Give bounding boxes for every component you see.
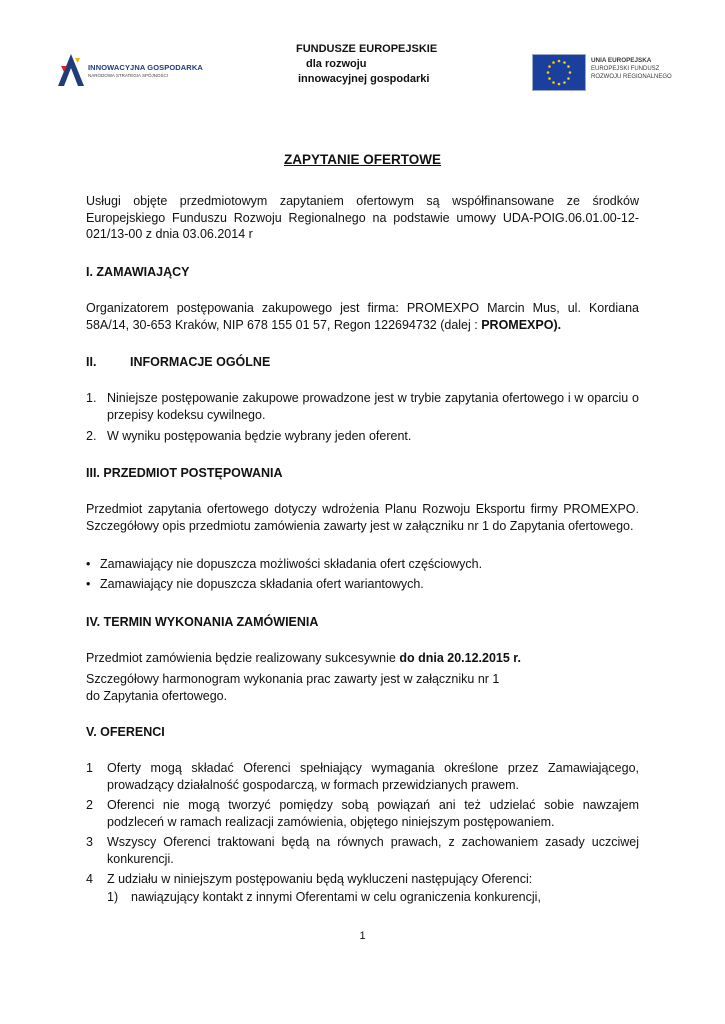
- header-line-2: dla rozwoju: [306, 58, 367, 70]
- ig-logo-name: INNOWACYJNA GOSPODARKA: [88, 63, 203, 72]
- section-4-date: do dnia 20.12.2015 r.: [399, 651, 521, 665]
- section-2-heading: INFORMACJE OGÓLNE: [130, 355, 271, 369]
- section-3-bullet-1-symbol: •: [86, 557, 91, 571]
- innowacyjna-gospodarka-logo: [58, 54, 218, 88]
- section-5-item-1: Oferty mogą składać Oferenci spełniający wymagania określone przez Zamawiającego, prowadzący działalność gospodarczą, w formach przewidzianych prawem.: [107, 761, 639, 792]
- section-3-heading: III. PRZEDMIOT POSTĘPOWANIA: [86, 466, 283, 480]
- section-2-item-2-number: 2.: [86, 429, 97, 443]
- intro-paragraph: Usługi objęte przedmiotowym zapytaniem ofertowym są współfinansowane ze środków Europejskiego Funduszu Rozwoju Regionalnego na podstawie umowy UDA-POIG.06.01.00-12-021/13-00 z dnia 03.06.2014 r: [86, 194, 639, 242]
- section-2-item-1-number: 1.: [86, 391, 97, 405]
- eu-logo-line-3: ROZWOJU REGIONALNEGO: [591, 74, 672, 80]
- eu-logo-text: [591, 57, 672, 81]
- section-1-heading: I. ZAMAWIAJĄCY: [86, 265, 190, 279]
- eu-logo-line-2: EUROPEJSKI FUNDUSZ: [591, 66, 660, 72]
- section-3-bullet-2-symbol: •: [86, 577, 91, 591]
- section-5-item-3: Wszyscy Oferenci traktowani będą na równych prawach, z zachowaniem zasady uczciwej konkurencji.: [107, 835, 639, 866]
- section-3-paragraph: Przedmiot zapytania ofertowego dotyczy wdrożenia Planu Rozwoju Eksportu firmy PROMEXPO. Szczegółowy opis przedmiotu zamówienia zawarty jest w załączniku nr 1 do Zapytania ofertowego.: [86, 502, 639, 533]
- section-2-item-2: W wyniku postępowania będzie wybrany jeden oferent.: [107, 429, 412, 443]
- section-5-item-2-number: 2: [86, 798, 93, 812]
- section-4-line-2: Szczegółowy harmonogram wykonania prac zawarty jest w załączniku nr 1: [86, 672, 500, 686]
- ig-logo-subtitle: NARODOWA STRATEGIA SPÓJNOŚCI: [88, 73, 169, 78]
- page-number: 1: [359, 930, 366, 942]
- section-5-item-2: Oferenci nie mogą tworzyć pomiędzy sobą powiązań ani też udzielać sobie nawzajem podzleceń w ramach realizacji zamówienia, objętego niniejszym postępowaniem.: [107, 798, 639, 829]
- section-4-line-1: [86, 650, 639, 667]
- section-1-paragraph: [86, 300, 639, 333]
- section-1-text: Organizatorem postępowania zakupowego jest firma: PROMEXPO Marcin Mus, ul. Kordiana 58A/14, 30-653 Kraków, NIP 678 155 01 57, Regon 122694732 (dalej :: [86, 301, 639, 332]
- header-line-1: FUNDUSZE EUROPEJSKIE: [296, 43, 438, 55]
- eu-flag-icon: [532, 54, 586, 91]
- section-5-item-3-number: 3: [86, 835, 93, 849]
- section-5-subitem-1-number: 1): [107, 890, 119, 904]
- eu-logo: [532, 52, 692, 92]
- document-title: ZAPYTANIE OFERTOWE: [283, 152, 441, 167]
- eu-logo-line-1: UNIA EUROPEJSKA: [591, 57, 652, 64]
- section-3-bullet-1: Zamawiający nie dopuszcza możliwości składania ofert częściowych.: [100, 557, 483, 571]
- section-1-text-bold: PROMEXPO).: [481, 317, 562, 332]
- section-5-item-4: Z udziału w niniejszym postępowaniu będą wykluczeni następujący Oferenci:: [107, 872, 533, 886]
- header-center-text: [250, 42, 490, 87]
- section-4-text: Przedmiot zamówienia będzie realizowany sukcesywnie: [86, 651, 400, 665]
- header-line-3: innowacyjnej gospodarki: [298, 73, 430, 85]
- section-2-number: II.: [86, 355, 97, 369]
- section-5-subitem-1: nawiązujący kontakt z innymi Oferentami w celu ograniczenia konkurencji,: [131, 890, 541, 904]
- section-3-bullet-2: Zamawiający nie dopuszcza składania ofert wariantowych.: [100, 577, 424, 591]
- section-5-item-1-number: 1: [86, 761, 93, 775]
- section-4-line-3: do Zapytania ofertowego.: [86, 689, 228, 703]
- section-2-item-1: Niniejsze postępowanie zakupowe prowadzone jest w trybie zapytania ofertowego i w oparciu o przepisy kodeksu cywilnego.: [107, 391, 639, 422]
- section-5-item-4-number: 4: [86, 872, 93, 886]
- innowacyjna-gospodarka-emblem-icon: [58, 54, 84, 86]
- section-5-heading: V. OFERENCI: [86, 725, 165, 739]
- section-4-heading: IV. TERMIN WYKONANIA ZAMÓWIENIA: [86, 615, 319, 629]
